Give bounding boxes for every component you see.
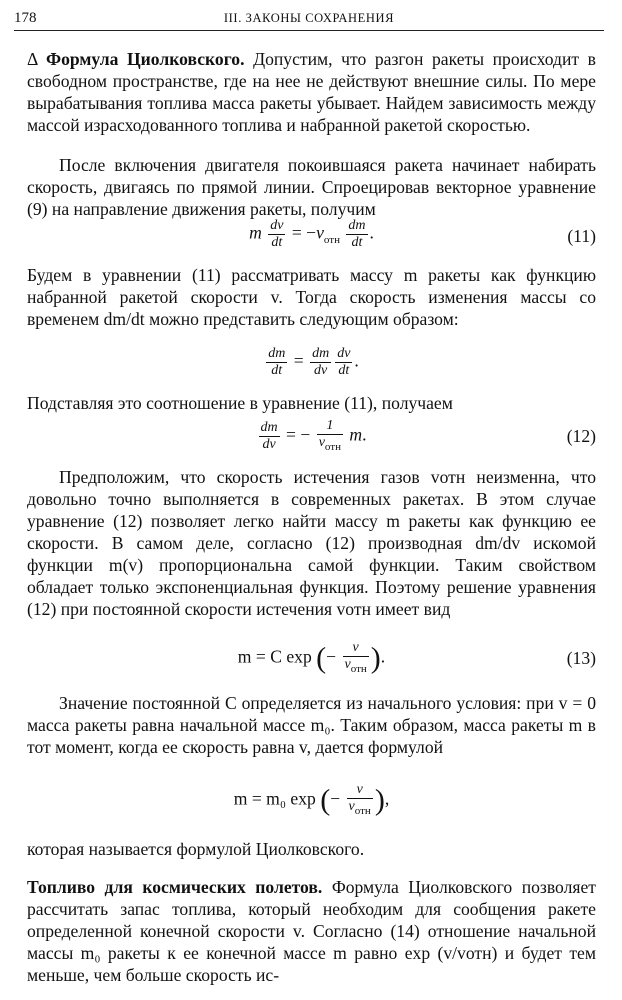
eq-numerator: dv [270, 218, 284, 233]
eq-numerator: dv [337, 346, 351, 361]
eq-paren: ) [370, 641, 381, 675]
equation-chain-rule [27, 346, 596, 386]
eq-punct: , [384, 788, 390, 809]
fraction-dm-dv [259, 420, 280, 453]
eq-numerator: v [343, 640, 369, 657]
equation-14-formula [27, 782, 596, 819]
section-heading: Топливо для космических полетов. [27, 877, 323, 897]
paragraph-text: Предположим, что скорость истечения газов vотн неизменна, что довольно точно выполняется в современных ракетах. В этом случае уравнение (12) позволяет легко найти массу m ракеты как функцию ее скорости. В самом деле, согласно (12) производная dm/dv искомой функции m(v) пропорциональна самой функции. Таким свойством обладает только экспоненциальная функция. Поэтому решение уравнения (12) при постоянной скорости истечения vотн имеет вид [27, 467, 596, 619]
chain-rule-formula [27, 346, 596, 379]
eq-symbol: v [316, 222, 324, 243]
paragraph-fuel [27, 876, 596, 986]
fraction-v-over-vrel [347, 782, 373, 819]
eq-subscript: отн [350, 662, 367, 675]
page-header [14, 8, 604, 31]
fraction-dm-dt [266, 346, 287, 379]
eq-lhs: m = m₀ exp [233, 788, 316, 809]
equation-11 [27, 218, 596, 258]
paragraph-substitute [27, 392, 596, 414]
equation-14 [27, 782, 596, 822]
eq-paren: ) [374, 783, 385, 817]
eq-subscript: отн [354, 804, 371, 817]
eq-numerator: 1 [317, 418, 343, 435]
eq-operator: = [293, 350, 304, 371]
equation-12 [27, 418, 596, 458]
equation-13 [27, 640, 596, 680]
eq-punct: . [380, 646, 386, 667]
page-number: 178 [14, 10, 37, 26]
eq-symbol: m [349, 424, 363, 445]
eq-denominator: dt [271, 235, 283, 250]
eq-lhs: m = C exp [237, 646, 312, 667]
eq-numerator: dm [312, 346, 330, 361]
fraction-1-over-v [317, 418, 343, 455]
eq-denominator: dt [271, 363, 283, 378]
fraction-dm-dt [346, 218, 367, 251]
fraction-dv-dt [268, 218, 285, 251]
eq-numerator: dm [348, 218, 366, 233]
eq-operator: − [330, 788, 341, 809]
equation-13-formula [27, 640, 596, 677]
paragraph-text: которая называется формулой Циолковского. [27, 839, 365, 859]
fraction-dm-dv [310, 346, 331, 379]
eq-punct: . [362, 424, 367, 445]
eq-denominator: dt [338, 363, 350, 378]
paragraph-text: После включения двигателя покоившаяся ракета начинает набирать скорость, двигаясь по прямой линии. Спроецировав векторное уравнение (9) на направление движения ракеты, получим [27, 155, 596, 219]
paragraph-text: Будем в уравнении (11) рассматривать массу m ракеты как функцию набранной ракетой скорости v. Тогда скорость изменения массы со временем dm/dt можно представить следующим образом: [27, 265, 596, 329]
eq-denominator [343, 657, 369, 677]
paragraph-mass-function [27, 264, 596, 330]
paragraph-text: Формула Циолковского позволяет рассчитать запас топлива, который необходим для сообщения ракете определенной конечной скорости v. Согласно (14) отношение начальной массы m₀ ракеты к ее конечной массе m равно exp (v/vотн) и будет тем меньше, чем больше скорость ис- [27, 877, 596, 985]
eq-symbol: v [344, 657, 351, 672]
chapter-title: III. ЗАКОНЫ СОХРАНЕНИЯ [223, 11, 395, 25]
eq-symbol: m [249, 222, 262, 243]
paragraph-initial-condition [27, 692, 596, 758]
equation-number: (12) [566, 426, 596, 446]
section-heading: Формула Циолковского. [45, 49, 245, 69]
eq-symbol: v [318, 435, 325, 450]
paragraph-engine-start [27, 154, 596, 220]
eq-numerator: dm [268, 346, 286, 361]
equation-11-formula [27, 218, 596, 251]
eq-paren: ( [320, 783, 331, 817]
triangle-marker: Δ [27, 49, 38, 69]
eq-paren: ( [316, 641, 327, 675]
eq-operator: = − [286, 424, 311, 445]
eq-denominator [347, 799, 373, 819]
eq-denominator [317, 435, 343, 455]
eq-symbol: v [348, 799, 355, 814]
eq-denominator: dv [314, 363, 328, 378]
fraction-v-over-vrel [343, 640, 369, 677]
eq-numerator: dm [260, 419, 278, 435]
paragraph-text: Подставляя это соотношение в уравнение (11), получаем [27, 393, 453, 413]
eq-operator: − [326, 646, 337, 667]
paragraph-tsiolkovsky-intro [27, 48, 596, 136]
eq-numerator: v [347, 782, 373, 799]
equation-number: (11) [567, 226, 596, 246]
paragraph-exhaust-speed [27, 466, 596, 620]
eq-denominator: dv [262, 436, 276, 452]
fraction-dv-dt [335, 346, 352, 379]
eq-denominator: dt [351, 235, 363, 250]
eq-subscript: отн [323, 234, 340, 247]
paragraph-called-formula [27, 838, 596, 860]
paragraph-text: Допустим, что разгон ракеты происходит в свободном пространстве, где на нее не действуют внешние силы. По мере вырабатывания топлива масса ракеты убывает. Найдем зависимость между массой израсходованного топлива и набранной ракетой скоростью. [27, 49, 596, 135]
eq-punct: . [369, 222, 374, 243]
paragraph-text: Значение постоянной C определяется из начального условия: при v = 0 масса ракеты равна начальной массе m₀. Таким образом, масса ракеты m в тот момент, когда ее скорость равна v, дается формулой [27, 693, 596, 757]
eq-subscript: отн [324, 440, 341, 453]
equation-number: (13) [566, 648, 596, 668]
eq-operator: = − [291, 222, 317, 243]
eq-punct: . [354, 350, 359, 371]
equation-12-formula [27, 418, 596, 455]
